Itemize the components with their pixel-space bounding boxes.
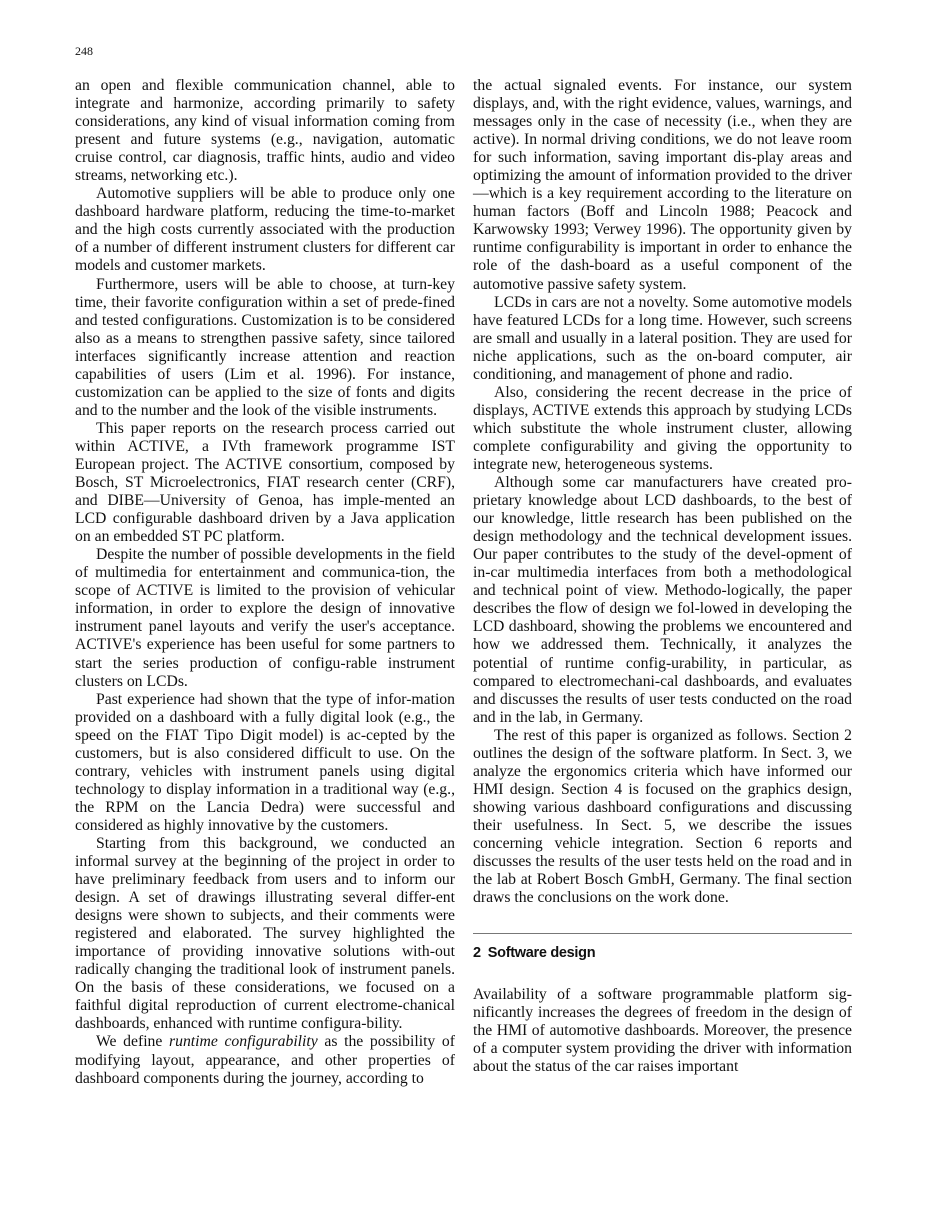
paragraph: Although some car manufacturers have created pro-prietary knowledge about LCD dashboards, to the best of our knowledge, little research has been published on the design methodology and the technical development issues. Our paper contributes to the study of the devel-opment of in-car multimedia interfaces from both a methodological and technical point of view. Methodo-logically, the paper describes the flow of design we fol-lowed in developing the LCD dashboard, showing the problems we encountered and how we addressed them. Technically, it analyzes the potential of runtime config-urability, in particular, as compared to electromechani-cal dashboards, and evaluates and discusses the results of user tests conducted on the road and in the lab, in Germany. <box>473 474 852 726</box>
section-heading <box>473 944 852 962</box>
paragraph: The rest of this paper is organized as follows. Section 2 outlines the design of the software platform. In Sect. 3, we analyze the ergonomics criteria which have informed our HMI design. Section 4 is focused on the graphics design, showing various dashboard configurations and discussing their usefulness. In Sect. 5, we describe the issues concerning vehicle integration. Section 6 reports and discusses the results of the user tests held on the road and in the lab at Robert Bosch GmbH, Germany. The final section draws the conclusions on the work done. <box>473 726 852 907</box>
paragraph: the actual signaled events. For instance, our system displays, and, with the right evidence, values, warnings, and messages only in the case of necessity (i.e., when they are active). In normal driving conditions, we do not leave room for such information, saving important dis-play areas and optimizing the amount of information provided to the driver—which is a key requirement according to the literature on human factors (Boff and Lincoln 1988; Peacock and Karwowsky 1993; Verwey 1996). The opportunity given by runtime configurability is important in order to enhance the role of the dash-board as a useful component of the automotive passive safety system. <box>473 77 852 293</box>
section-title: Software design <box>487 945 596 962</box>
paragraph: This paper reports on the research process carried out within ACTIVE, a IVth framework programme IST European project. The ACTIVE consortium, composed by Bosch, ST Microelectronics, FIAT research center (CRF), and DIBE—University of Genoa, has imple-mented an LCD configurable dashboard driven by a Java application on an embedded ST PC platform. <box>75 419 455 546</box>
section-divider <box>473 933 852 934</box>
paragraph: Past experience had shown that the type of infor-mation provided on a dashboard with a fully digital look (e.g., the speed on the FIAT Tipo Digit model) is ac-cepted by the customers, but is also considered difficult to use. On the contrary, vehicles with instrument panels using digital technology to display information in a traditional way (e.g., the RPM on the Lancia Dedra) were successful and considered as highly innovative by the customers. <box>75 690 455 834</box>
paragraph-text: We define <box>96 1033 170 1051</box>
paragraph: an open and flexible communication channel, able to integrate and harmonize, according primarily to safety considerations, any kind of visual information coming from present and future systems (e.g., navigation, automatic cruise control, car diagnosis, traffic hints, audio and video streams, networking etc.). <box>75 77 455 185</box>
paragraph: Availability of a software programmable platform sig-nificantly increases the degrees of freedom in the design of the HMI of automotive dashboards. Moreover, the presence of a computer system providing the driver with information about the status of the car raises important <box>473 986 852 1076</box>
paragraph: Also, considering the recent decrease in the price of displays, ACTIVE extends this approach by studying LCDs which substitute the whole instrument cluster, allowing complete configurability and giving the opportunity to integrate new, heterogeneous systems. <box>473 383 852 473</box>
page-number: 248 <box>75 44 93 58</box>
right-column <box>473 77 852 1076</box>
paragraph: Furthermore, users will be able to choose, at turn-key time, their favorite configuration within a set of prede-fined and tested configurations. Customization is to be considered also as a means to strengthen passive safety, since tailored interfaces significantly increase attention and reaction capabilities of users (Lim et al. 1996). For instance, customization can be applied to the size of fonts and digits and to the number and the look of the visible instruments. <box>75 275 455 419</box>
defined-term: runtime configurability <box>169 1033 318 1051</box>
section-number: 2 <box>473 945 481 962</box>
paragraph: LCDs in cars are not a novelty. Some automotive models have featured LCDs for a long time. However, such screens are small and usually in a lateral position. They are used for niche applications, such as the on-board computer, air conditioning, and management of phone and radio. <box>473 293 852 383</box>
paragraph: Automotive suppliers will be able to produce only one dashboard hardware platform, reducing the time-to-market and the high costs currently associated with the production of a number of different instrument clusters for different car models and customer markets. <box>75 185 455 275</box>
paragraph: Despite the number of possible developments in the field of multimedia for entertainment and communica-tion, the scope of ACTIVE is limited to the provision of vehicular information, in order to explore the design of innovative instrument panel layouts and verify the user's acceptance. ACTIVE's experience has been useful for some partners to start the series production of configu-rable instrument clusters on LCDs. <box>75 546 455 690</box>
paragraph: Starting from this background, we conducted an informal survey at the beginning of the project in order to have preliminary feedback from users and to inform our design. A set of drawings illustrating several differ-ent designs were shown to subjects, and their comments were registered and elaborated. The survey highlighted the importance of providing innovative solutions with-out radically changing the traditional look of instrument panels. On the basis of these considerations, we focused on a faithful digital reproduction of current electrome-chanical dashboards, enhanced with runtime configura-bility. <box>75 834 455 1033</box>
left-column <box>75 77 455 1088</box>
paragraph-definition <box>75 1033 455 1087</box>
paragraph-text: as the possibility of modifying layout, appearance, and other properties of dashboard components during the journey, according to <box>75 1033 455 1087</box>
